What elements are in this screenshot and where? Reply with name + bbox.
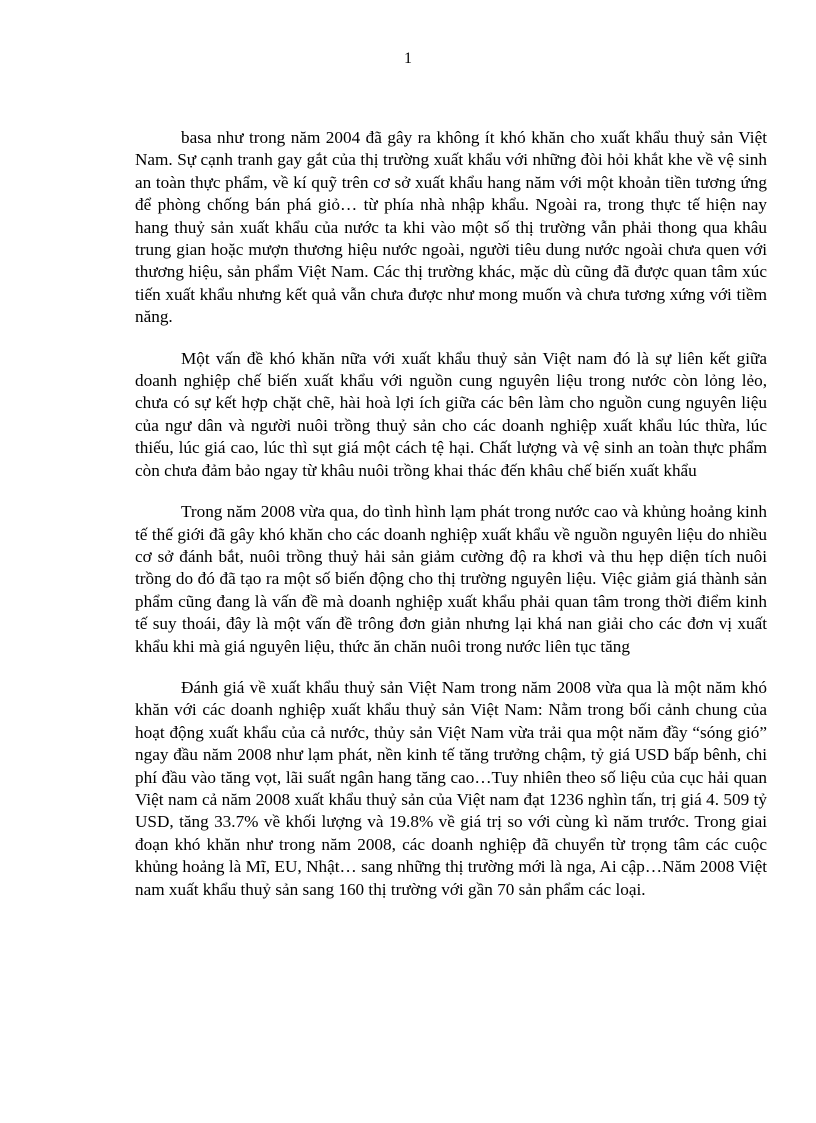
page-number: 1 [404, 50, 412, 67]
paragraph-1: basa như trong năm 2004 đã gây ra không ít khó khăn cho xuất khẩu thuỷ sản Việt Nam. Sự cạnh tranh gay gắt của thị trường xuất khẩu với những đòi hỏi khắt khe về vệ sinh an toàn thực phẩm, về kí quỹ trên cơ sở xuất khẩu hang năm với một khoản tiền tương ứng để phòng chống bán phá giỏ… từ phía nhà nhập khẩu. Ngoài ra, trong thực tế hiện nay hang thuỷ sản xuất khẩu của nước ta khi vào một số thị trường vẫn phải thong qua khâu trung gian hoặc mượn thương hiệu nước ngoài, người tiêu dung nước ngoài chưa quen với thương hiệu, sản phẩm Việt Nam. Các thị trường khác, mặc dù cũng đã được quan tâm xúc tiến xuất khẩu nhưng kết quả vẫn chưa được như mong muốn và chưa tương xứng với tiềm năng. [135, 128, 767, 327]
paragraph-4: Đánh giá về xuất khẩu thuỷ sản Việt Nam trong năm 2008 vừa qua là một năm khó khăn với các doanh nghiệp xuất khẩu thuỷ sản Việt Nam: Nằm trong bối cảnh chung của hoạt động xuất khẩu của cả nước, thủy sản Việt Nam vừa trải qua một năm đầy “sóng gió” ngay đầu năm 2008 như lạm phát, nền kinh tế tăng trưởng chậm, tỷ giá USD bấp bênh, chi phí đầu vào tăng vọt, lãi suất ngân hang tăng cao…Tuy nhiên theo số liệu của cục hải quan Việt nam cả năm 2008 xuất khẩu thuỷ sản của Việt nam đạt 1236 nghìn tấn, trị giá 4. 509 tỷ USD, tăng 33.7% về khối lượng và 19.8% về giá trị so với cùng kì năm trước. Trong giai đoạn khó khăn như trong năm 2008, các doanh nghiệp đã chuyển từ trọng tâm các cuộc khủng hoảng là Mĩ, EU, Nhật… sang những thị trường mới là nga, Ai cập…Năm 2008 Việt nam xuất khẩu thuỷ sản sang 160 thị trường với gần 70 sản phẩm các loại. [135, 677, 767, 899]
paragraph-2: Một vấn đề khó khăn nữa với xuất khẩu thuỷ sản Việt nam đó là sự liên kết giữa doanh nghiệp chế biến xuất khẩu với nguồn cung nguyên liệu trong nước còn lỏng lẻo, chưa có sự kết hợp chặt chẽ, hài hoà lợi ích giữa các bên làm cho nguồn cung nguyên liệu của ngư dân và người nuôi trồng thuỷ sản cho các doanh nghiệp xuất khẩu lúc thừa, lúc thiếu, lúc giá cao, lúc thì sụt giá một cách tệ hại. Chất lượng và vệ sinh an toàn thực phẩm còn chưa đảm bảo ngay từ khâu nuôi trồng khai thác đến khâu chế biến xuất khẩu [135, 348, 767, 480]
paragraph-3: Trong năm 2008 vừa qua, do tình hình lạm phát trong nước cao và khủng hoảng kinh tế thế giới đã gây khó khăn cho các doanh nghiệp xuất khẩu về nguồn nguyên liệu do nhiều cơ sở đánh bắt, nuôi trồng thuỷ hải sản giảm cường độ ra khơi và thu hẹp diện tích nuôi trồng do đó đã tạo ra một số biến động cho thị trường nguyên liệu. Việc giảm giá thành sản phẩm cũng đang là vấn đề mà doanh nghiệp xuất khẩu phải quan tâm trong thời điểm kinh tế suy thoái, đây là một vấn đề trông đơn giản nhưng lại khá nan giải cho các đơn vị xuất khẩu khi mà giá nguyên liệu, thức ăn chăn nuôi trong nước liên tục tăng [135, 502, 767, 656]
document-body [135, 127, 767, 901]
